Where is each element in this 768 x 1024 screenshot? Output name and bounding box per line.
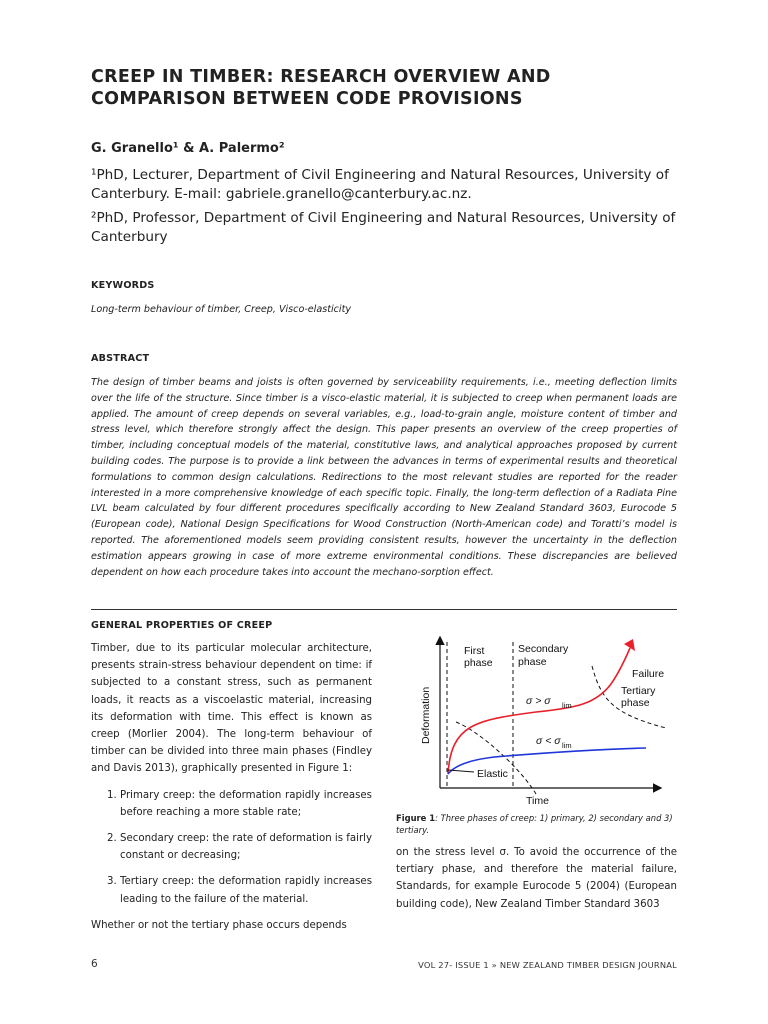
affiliation-1: ¹PhD, Lecturer, Department of Civil Engineering and Natural Resources, University of Canterbury. E-mail: gabriele.granello@canterbury.ac.nz. <box>91 167 669 202</box>
paper-title: CREEP IN TIMBER: RESEARCH OVERVIEW AND COMPARISON BETWEEN CODE PROVISIONS <box>91 67 551 109</box>
label-tertiary: Tertiary <box>621 685 656 697</box>
x-axis-label: Time <box>526 795 549 807</box>
caption-label: Figure 1 <box>396 813 436 823</box>
primary-envelope-curve <box>456 722 536 794</box>
abstract-heading: ABSTRACT <box>91 353 150 364</box>
section-heading: GENERAL PROPERTIES OF CREEP <box>91 620 273 631</box>
y-axis-label: Deformation <box>420 686 432 744</box>
label-first-phase: phase <box>464 657 493 669</box>
list-item-tertiary: 3. Tertiary creep: the deformation rapidly increases leading to the failure of the material. <box>120 873 372 907</box>
authors: G. Granello¹ & A. Palermo² <box>91 141 285 156</box>
right-column-text: on the stress level σ. To avoid the occurrence of the tertiary phase, and therefore the material failure, Standards, for example Eurocode 5 (2004) (European building code), New Zealand Timber Standard 3603 <box>396 847 677 910</box>
creep-phases-diagram <box>396 624 681 810</box>
label-secondary-phase: phase <box>518 656 547 668</box>
affiliation-2: ²PhD, Professor, Department of Civil Engineering and Natural Resources, University of Canterbury <box>91 210 676 245</box>
section-divider <box>91 609 677 610</box>
list-item-secondary: 2. Secondary creep: the rate of deformation is fairly constant or decreasing; <box>120 830 372 864</box>
label-tertiary-phase: phase <box>621 697 650 709</box>
keywords-heading: KEYWORDS <box>91 280 155 291</box>
label-sigma-high-subscript: lim <box>562 701 572 710</box>
list-item-primary: 1. Primary creep: the deformation rapidly increases before reaching a more stable rate; <box>120 787 372 821</box>
figure-caption <box>396 812 681 836</box>
left-column <box>91 640 372 943</box>
label-elastic: Elastic <box>477 768 508 780</box>
journal-footer: VOL 27- ISSUE 1 » NEW ZEALAND TIMBER DESIGN JOURNAL <box>418 960 677 970</box>
label-sigma-low: σ < σ <box>536 735 561 747</box>
label-first: First <box>464 645 485 657</box>
label-secondary: Secondary <box>518 643 569 655</box>
page-number: 6 <box>91 958 98 970</box>
abstract-text: The design of timber beams and joists is often governed by serviceability requirements, i.e., meeting deflection limits over the life of the structure. Since timber is a visco-elastic material, it is subjected to creep when permanent loads are applied. The amount of creep depends on several variables, e.g., load-to-grain angle, moisture content of timber and stress level, which therefore strongly affect the design. This paper presents an overview of the creep properties of timber, including conceptual models of the material, constitutive laws, and analytical approaches proposed by current building codes. The purpose is to provide a link between the advances in terms of experimental results and theoretical formulations to common design calculations. Redirections to the most relevant studies are reported for the reader interested in a more comprehensive knowledge of each specific topic. Finally, the long-term deflection of a Radiata Pine LVL beam calculated by four different procedures specifically according to New Zealand Standard 3603, Eurocode 5 (European code), National Design Specifications for Wood Construction (North-American code) and Toratti’s model is reported. The aforementioned models seem providing consistent results, however the uncertainty in the deflection estimation appears growing in case of more extreme environmental conditions. These discrepancies are believed dependent on how each procedure takes into account the mechano-sorption effect. <box>91 377 677 578</box>
caption-text: : Three phases of creep: 1) primary, 2) secondary and 3) tertiary. <box>396 813 673 835</box>
label-failure: Failure <box>632 668 665 680</box>
label-sigma-high: σ > σ <box>526 695 551 707</box>
after-list-paragraph: Whether or not the tertiary phase occurs depends <box>91 919 347 931</box>
figure-1 <box>396 624 681 810</box>
keywords-text: Long-term behaviour of timber, Creep, Visco-elasticity <box>91 304 352 315</box>
creep-phases-list <box>91 787 372 908</box>
label-sigma-low-subscript: lim <box>562 741 572 750</box>
intro-paragraph: Timber, due to its particular molecular architecture, presents strain-stress behaviour dependent on time: if subjected to a constant stress, such as permanent loads, it reacts as a viscoelastic material, increasing its deformation with time. This effect is known as creep (Morlier 2004). The long-term behaviour of timber can be divided into three main phases (Findley and Davis 2013), graphically presented in Figure 1: <box>91 643 372 775</box>
